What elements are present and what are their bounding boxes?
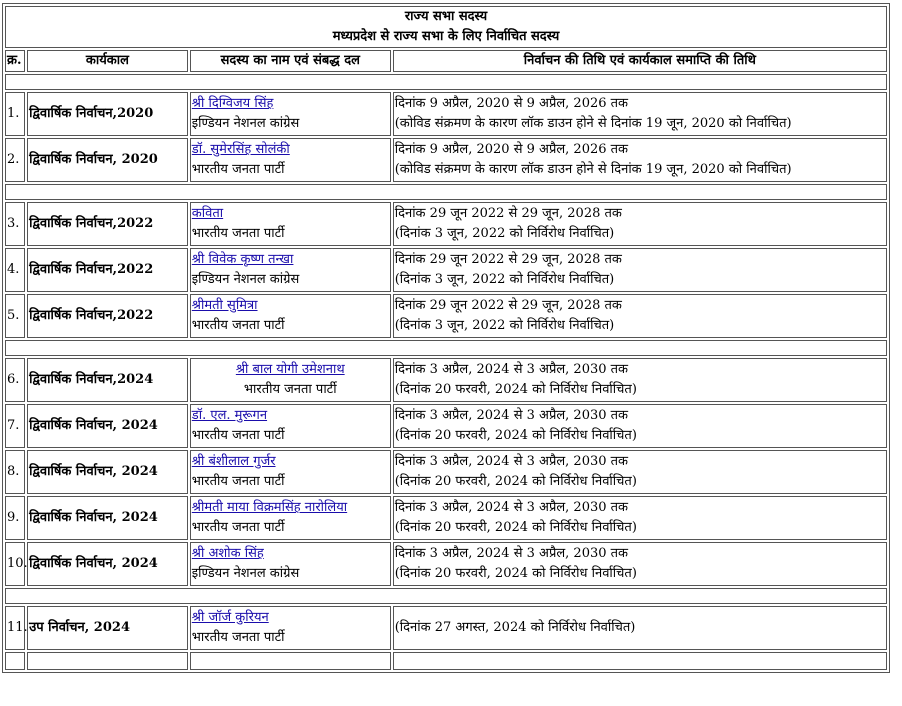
member-party: भारतीय जनता पार्टी <box>243 382 337 397</box>
header-dates: निर्वाचन की तिथि एवं कार्यकाल समाप्ति की तिथि <box>393 50 887 72</box>
member-party: भारतीय जनता पार्टी <box>191 428 285 443</box>
dates-cell <box>393 202 887 246</box>
row-term: द्विवार्षिक निर्वाचन, 2020 <box>27 138 188 182</box>
tenure-dates: दिनांक 29 जून 2022 से 29 जून, 2028 तक <box>394 298 622 313</box>
row-number: 2. <box>5 138 25 182</box>
member-cell <box>190 202 391 246</box>
member-party: भारतीय जनता पार्टी <box>191 630 285 645</box>
election-note: (कोविड संक्रमण के कारण लॉक डाउन होने से दिनांक 19 जून, 2020 को निर्वाचित) <box>394 116 792 131</box>
row-term: द्विवार्षिक निर्वाचन,2022 <box>27 294 188 338</box>
member-name-link[interactable]: श्री जॉर्ज कुरियन <box>191 610 269 625</box>
member-cell <box>190 358 391 402</box>
empty-cell <box>393 652 887 670</box>
member-name-link[interactable]: श्री बाल योगी उमेशनाथ <box>235 362 345 377</box>
table-row <box>5 606 887 650</box>
tenure-dates: दिनांक 3 अप्रैल, 2024 से 3 अप्रैल, 2030 तक <box>394 362 629 377</box>
spacer-row <box>5 74 887 90</box>
dates-cell <box>393 138 887 182</box>
table-row <box>5 138 887 182</box>
election-note: (दिनांक 20 फरवरी, 2024 को निर्विरोध निर्वाचित) <box>394 428 637 443</box>
header-row <box>5 50 887 72</box>
dates-cell <box>393 92 887 136</box>
election-note: (दिनांक 20 फरवरी, 2024 को निर्विरोध निर्वाचित) <box>394 520 637 535</box>
header-member: सदस्य का नाम एवं संबद्ध दल <box>190 50 391 72</box>
dates-cell <box>393 248 887 292</box>
row-term: द्विवार्षिक निर्वाचन,2020 <box>27 92 188 136</box>
rajya-sabha-members-table <box>2 3 890 673</box>
row-term: उप निर्वाचन, 2024 <box>27 606 188 650</box>
election-note: (दिनांक 20 फरवरी, 2024 को निर्विरोध निर्वाचित) <box>394 474 637 489</box>
row-number: 6. <box>5 358 25 402</box>
tenure-dates: दिनांक 3 अप्रैल, 2024 से 3 अप्रैल, 2030 तक <box>394 500 629 515</box>
row-number: 10. <box>5 542 25 586</box>
table-row <box>5 358 887 402</box>
election-note: (कोविड संक्रमण के कारण लॉक डाउन होने से दिनांक 19 जून, 2020 को निर्वाचित) <box>394 162 792 177</box>
table-row <box>5 450 887 494</box>
row-number: 7. <box>5 404 25 448</box>
member-party: इण्डियन नेशनल कांग्रेस <box>191 566 300 581</box>
empty-row <box>5 652 887 670</box>
tenure-dates: दिनांक 3 अप्रैल, 2024 से 3 अप्रैल, 2030 तक <box>394 546 629 561</box>
table-row <box>5 404 887 448</box>
member-party: भारतीय जनता पार्टी <box>191 520 285 535</box>
row-term: द्विवार्षिक निर्वाचन,2022 <box>27 202 188 246</box>
tenure-dates: दिनांक 9 अप्रैल, 2020 से 9 अप्रैल, 2026 तक <box>394 96 629 111</box>
election-note: (दिनांक 20 फरवरी, 2024 को निर्विरोध निर्वाचित) <box>394 566 637 581</box>
election-note: (दिनांक 20 फरवरी, 2024 को निर्विरोध निर्वाचित) <box>394 382 637 397</box>
member-cell <box>190 294 391 338</box>
member-name-link[interactable]: श्री बंशीलाल गुर्जर <box>191 454 276 469</box>
row-number: 11. <box>5 606 25 650</box>
member-cell <box>190 404 391 448</box>
empty-cell <box>190 652 391 670</box>
member-cell <box>190 542 391 586</box>
row-number: 3. <box>5 202 25 246</box>
spacer-cell <box>5 340 887 356</box>
spacer-row <box>5 340 887 356</box>
election-note: (दिनांक 27 अगस्त, 2024 को निर्विरोध निर्वाचित) <box>394 620 636 635</box>
spacer-cell <box>5 588 887 604</box>
row-number: 4. <box>5 248 25 292</box>
member-name-link[interactable]: डॉ. एल. मुरूगन <box>191 408 268 423</box>
dates-cell <box>393 542 887 586</box>
title-line-2: मध्यप्रदेश से राज्य सभा के लिए निर्वाचित सदस्य <box>332 29 560 44</box>
tenure-dates: दिनांक 3 अप्रैल, 2024 से 3 अप्रैल, 2030 तक <box>394 454 629 469</box>
election-note: (दिनांक 3 जून, 2022 को निर्विरोध निर्वाचित) <box>394 272 615 287</box>
table-row <box>5 248 887 292</box>
dates-cell <box>393 404 887 448</box>
member-party: भारतीय जनता पार्टी <box>191 226 285 241</box>
dates-cell <box>393 496 887 540</box>
member-party: भारतीय जनता पार्टी <box>191 474 285 489</box>
member-party: इण्डियन नेशनल कांग्रेस <box>191 272 300 287</box>
member-name-link[interactable]: श्रीमती माया विक्रमसिंह नारोलिया <box>191 500 348 515</box>
table-row <box>5 92 887 136</box>
dates-cell <box>393 294 887 338</box>
member-cell <box>190 92 391 136</box>
tenure-dates: दिनांक 29 जून 2022 से 29 जून, 2028 तक <box>394 206 622 221</box>
dates-cell <box>393 606 887 650</box>
row-number: 5. <box>5 294 25 338</box>
member-name-link[interactable]: श्री दिग्विजय सिंह <box>191 96 274 111</box>
empty-cell <box>27 652 188 670</box>
row-term: द्विवार्षिक निर्वाचन, 2024 <box>27 542 188 586</box>
row-term: द्विवार्षिक निर्वाचन, 2024 <box>27 450 188 494</box>
member-name-link[interactable]: डॉ. सुमेरसिंह सोलंकी <box>191 142 290 157</box>
member-name-link[interactable]: श्री विवेक कृष्ण तन्खा <box>191 252 294 267</box>
row-number: 9. <box>5 496 25 540</box>
table-row <box>5 542 887 586</box>
member-cell <box>190 138 391 182</box>
row-term: द्विवार्षिक निर्वाचन, 2024 <box>27 404 188 448</box>
header-serial: क्र. <box>5 50 25 72</box>
member-party: भारतीय जनता पार्टी <box>191 162 285 177</box>
table-title <box>5 6 887 48</box>
election-note: (दिनांक 3 जून, 2022 को निर्विरोध निर्वाचित) <box>394 318 615 333</box>
member-cell <box>190 496 391 540</box>
member-cell <box>190 450 391 494</box>
row-term: द्विवार्षिक निर्वाचन, 2024 <box>27 496 188 540</box>
election-note: (दिनांक 3 जून, 2022 को निर्विरोध निर्वाचित) <box>394 226 615 241</box>
dates-cell <box>393 450 887 494</box>
header-term: कार्यकाल <box>27 50 188 72</box>
row-term: द्विवार्षिक निर्वाचन,2022 <box>27 248 188 292</box>
member-name-link[interactable]: श्री अशोक सिंह <box>191 546 264 561</box>
member-party: भारतीय जनता पार्टी <box>191 318 285 333</box>
spacer-cell <box>5 74 887 90</box>
dates-cell <box>393 358 887 402</box>
member-name-link[interactable]: श्रीमती सुमित्रा <box>191 298 258 313</box>
empty-cell <box>5 652 25 670</box>
spacer-row <box>5 184 887 200</box>
spacer-cell <box>5 184 887 200</box>
table-row <box>5 496 887 540</box>
member-party: इण्डियन नेशनल कांग्रेस <box>191 116 300 131</box>
member-cell <box>190 248 391 292</box>
row-number: 1. <box>5 92 25 136</box>
member-cell <box>190 606 391 650</box>
title-line-1: राज्य सभा सदस्य <box>404 9 488 24</box>
table-row <box>5 202 887 246</box>
row-term: द्विवार्षिक निर्वाचन,2024 <box>27 358 188 402</box>
member-name-link[interactable]: कविता <box>191 206 224 221</box>
table-row <box>5 294 887 338</box>
tenure-dates: दिनांक 3 अप्रैल, 2024 से 3 अप्रैल, 2030 तक <box>394 408 629 423</box>
tenure-dates: दिनांक 29 जून 2022 से 29 जून, 2028 तक <box>394 252 622 267</box>
row-number: 8. <box>5 450 25 494</box>
members-table-container <box>2 3 890 673</box>
spacer-row <box>5 588 887 604</box>
tenure-dates: दिनांक 9 अप्रैल, 2020 से 9 अप्रैल, 2026 तक <box>394 142 629 157</box>
